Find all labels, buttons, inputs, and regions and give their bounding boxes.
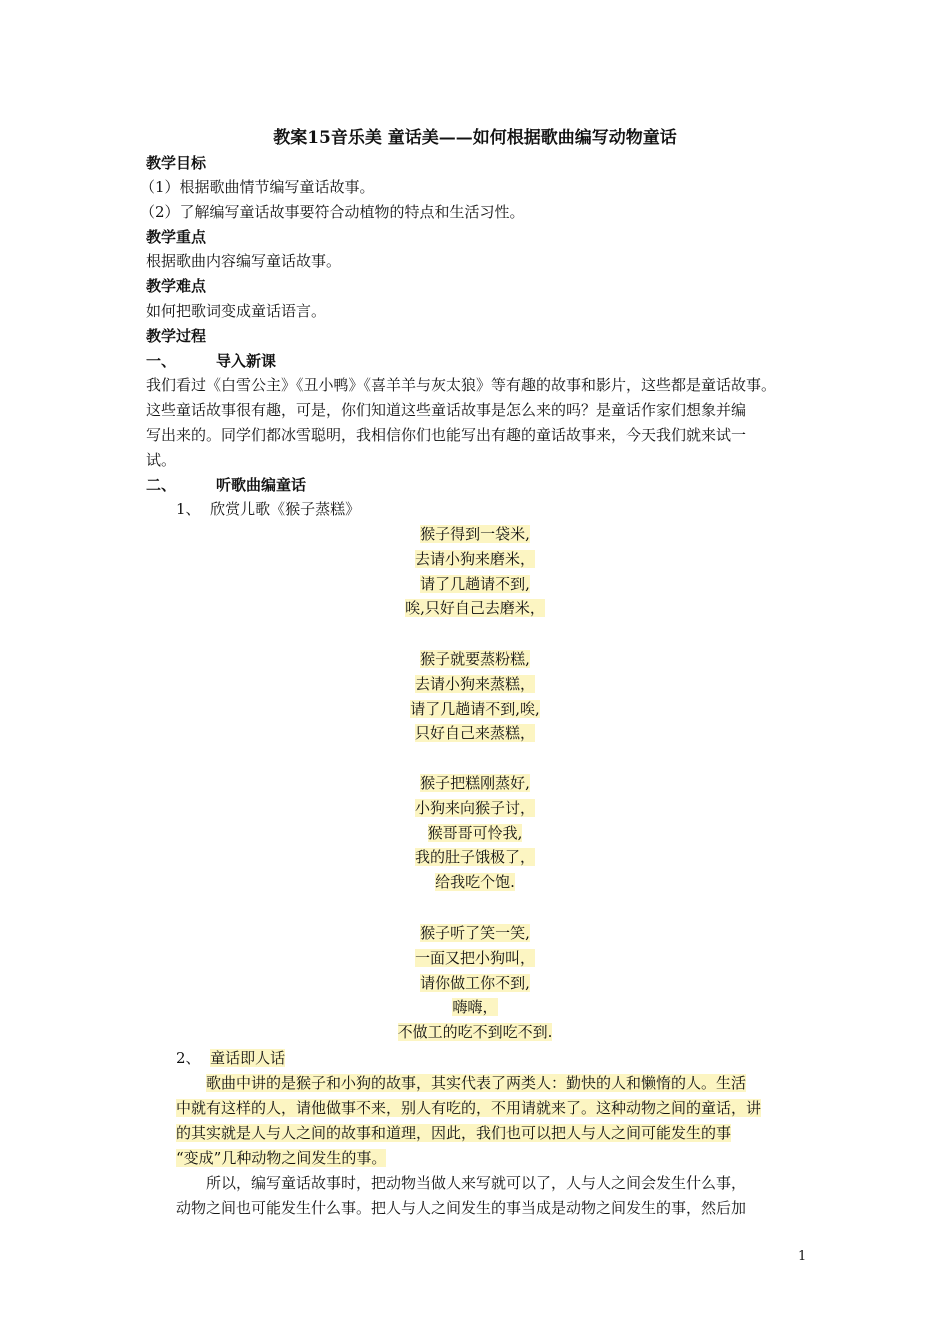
item1-number: 1、: [176, 500, 201, 518]
part2-heading: [146, 473, 306, 497]
poem-stanza-1: [300, 522, 650, 621]
difficulty-heading: 教学难点: [146, 277, 207, 295]
goal-item-1: （1）根据歌曲情节编写童话故事。: [140, 178, 375, 196]
item2-paragraph-line-5: 所以，编写童话故事时，把动物当做人来写就可以了，人与人之间会发生什么事，: [206, 1174, 747, 1192]
key-text: 根据歌曲内容编写童话故事。: [146, 252, 342, 270]
item2-paragraph-text: 中就有这样的人，请他做事不来，别人有吃的，不用请就来了。这种动物之间的童话，讲: [176, 1099, 762, 1117]
poem-line: 请你做工你不到,: [420, 973, 530, 992]
goal-item-2: （2）了解编写童话故事要符合动植物的特点和生活习性。: [140, 203, 525, 221]
item2-paragraph-text: 歌曲中讲的是猴子和小狗的故事，其实代表了两类人：勤快的人和懒惰的人。生活: [206, 1074, 747, 1092]
item2-paragraph-text: 的其实就是人与人之间的故事和道理，因此，我们也可以把人与人之间可能发生的事: [176, 1124, 732, 1142]
process-heading: 教学过程: [146, 327, 207, 345]
part1-paragraph-line-2: 这些童话故事很有趣，可是，你们知道这些童话故事是怎么来的吗？是童话作家们想象并编: [146, 401, 747, 419]
key-heading: 教学重点: [146, 228, 207, 246]
part1-paragraph-line-4: 试。: [146, 451, 177, 469]
poem-stanza-2: [300, 647, 650, 746]
item2-line: [176, 1046, 285, 1070]
part1-title: 导入新课: [216, 352, 277, 370]
poem-line: 猴子得到一袋米,: [420, 525, 530, 543]
part1-heading: [146, 349, 276, 373]
poem-line: 给我吃个饱.: [435, 873, 515, 892]
poem-line: 我的肚子饿极了，: [414, 848, 535, 867]
part1-number: 一、: [146, 352, 177, 370]
item1-text: 欣赏儿歌《猴子蒸糕》: [210, 500, 361, 518]
poem-line: 不做工的吃不到吃不到.: [397, 1023, 553, 1042]
document-title: 教案15音乐美 童话美——如何根据歌曲编写动物童话: [273, 128, 677, 148]
item2-text: 童话即人话: [210, 1049, 286, 1067]
poem-line: 请了几趟请不到,唉,: [410, 699, 540, 718]
part2-number: 二、: [146, 476, 177, 494]
item2-number: 2、: [176, 1049, 201, 1067]
item2-paragraph-line-3: [176, 1121, 731, 1145]
poem-line: 唉,只好自己去磨米，: [405, 599, 545, 618]
poem-line: 一面又把小狗叫，: [414, 948, 535, 967]
part2-title: 听歌曲编童话: [216, 476, 307, 494]
item2-paragraph-text: “变成”几种动物之间发生的事。: [176, 1149, 387, 1167]
item2-paragraph-line-6: 动物之间也可能发生什么事。把人与人之间发生的事当成是动物之间发生的事，然后加: [176, 1199, 747, 1217]
poem-line: 猴子听了笑一笑,: [420, 924, 530, 942]
poem-line: 猴哥哥可怜我,: [427, 823, 523, 842]
item2-paragraph-line-1: [206, 1071, 746, 1095]
item2-paragraph-line-2: [176, 1096, 761, 1120]
poem-line: 只好自己来蒸糕，: [414, 724, 535, 743]
poem-stanza-4: [300, 921, 650, 1045]
poem-line: 去请小狗来蒸糕，: [414, 674, 535, 693]
item2-paragraph-line-4: [176, 1146, 386, 1170]
poem-line: 猴子把糕刚蒸好,: [420, 774, 530, 792]
poem-line: 请了几趟请不到,: [420, 574, 530, 593]
poem-line: 嗨嗨，: [452, 998, 498, 1017]
poem-line: 猴子就要蒸粉糕,: [420, 650, 530, 668]
poem-line: 小狗来向猴子讨，: [414, 798, 535, 817]
page-number: 1: [798, 1249, 807, 1264]
poem-line: 去请小狗来磨米，: [414, 549, 535, 568]
item1-line: [176, 497, 360, 521]
goal-heading: 教学目标: [146, 154, 207, 172]
poem-stanza-3: [300, 771, 650, 895]
part1-paragraph-line-1: 我们看过《白雪公主》《丑小鸭》《喜羊羊与灰太狼》等有趣的故事和影片，这些都是童话故事。: [146, 376, 777, 394]
difficulty-text: 如何把歌词变成童话语言。: [146, 302, 327, 320]
part1-paragraph-line-3: 写出来的。同学们都冰雪聪明，我相信你们也能写出有趣的童话故事来，今天我们就来试一: [146, 426, 747, 444]
